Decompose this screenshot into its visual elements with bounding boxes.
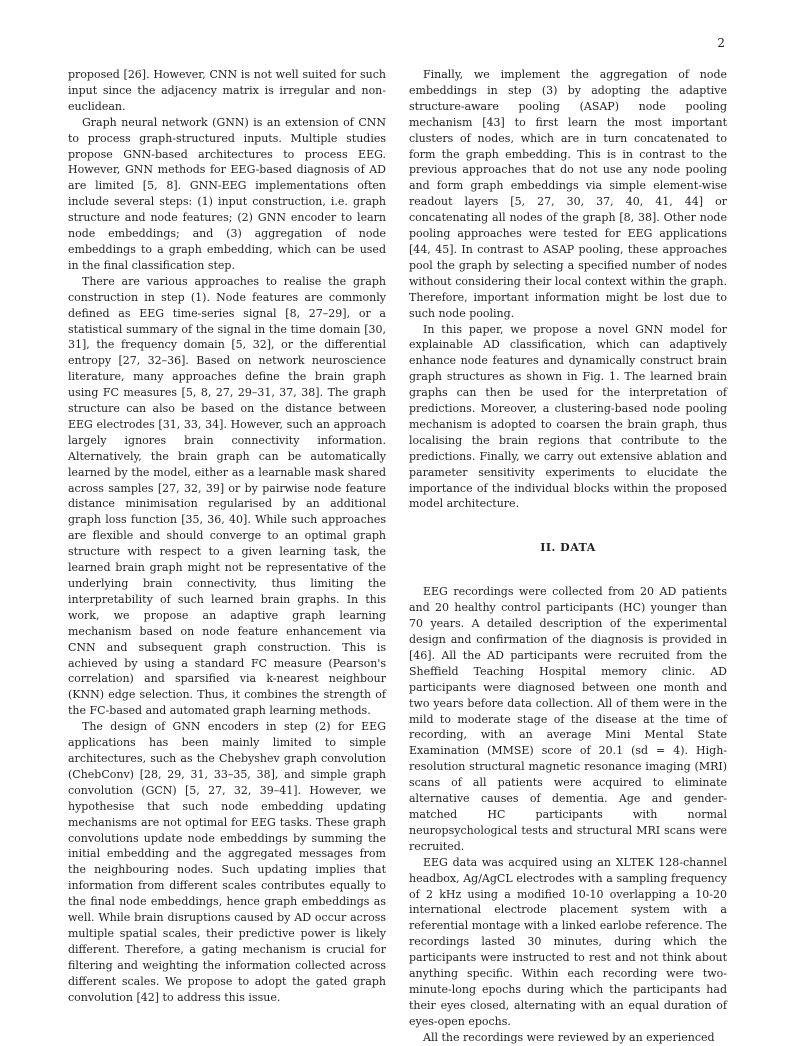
paragraph: EEG recordings were collected from 20 AD patients and 20 healthy control participants (HC) younger than 70 years. A detailed description of the experimental design and confirmation of the diagnosis is provided in [46]. All the AD participants were recruited from the Sheffield Teaching Hospital memory clinic. AD participants were diagnosed between one month and two years before data collection. All of them were in the mild to moderate stage of the disease at the time of recording, with an average Mini Mental State Examination (MMSE) score of 20.1 (sd = 4). High-resolution structural magnetic resonance imaging (MRI) scans of all patients were acquired to eliminate alternative causes of dementia. Age and gender-matched HC participants with normal neuropsychological tests and structural MRI scans were recruited. xyxy=(409,585,727,853)
paragraph: In this paper, we propose a novel GNN model for explainable AD classification, which can adaptively enhance node features and dynamically construct brain graph structures as shown in Fig. 1. The learned brain graphs can then be used for the interpretation of predictions. Moreover, a clustering-based node pooling mechanism is adopted to coarsen the brain graph, thus localising the brain regions that contribute to the predictions. Finally, we carry out extensive ablation and parameter sensitivity experiments to elucidate the importance of the individual blocks within the proposed model architecture. xyxy=(409,322,727,511)
paragraph: The design of GNN encoders in step (2) for EEG applications has been mainly limited to simple architectures, such as the Chebyshev graph convolution (ChebConv) [28, 29, 31, 33–35, 38], and simple graph convolution (GCN) [5, 27, 32, 39–41]. However, we hypothesise that such node embedding updating mechanisms are not optimal for EEG tasks. These graph convolutions update node embeddings by summing the initial embedding and the aggregated messages from the neighbouring nodes. Such updating implies that information from different scales contributes equally to the final node embeddings, hence graph embeddings as well. While brain disruptions caused by AD occur across multiple spatial scales, their predictive power is likely different. Therefore, a gating mechanism is crucial for filtering and weighting the information collected across different scales. We propose to adopt the gated graph convolution [42] to address this issue. xyxy=(68,720,386,1004)
section-heading: II. DATA xyxy=(540,541,596,555)
paragraph: Finally, we implement the aggregation of node embeddings in step (3) by adopting the adaptive structure-aware pooling (ASAP) node pooling mechanism [43] to first learn the most important clusters of nodes, which are in turn concatenated to form the graph embedding. This is in contrast to the previous approaches that do not use any node pooling and form graph embeddings via simple element-wise readout layers [5, 27, 30, 37, 40, 41, 44] or concatenating all nodes of the graph [8, 38]. Other node pooling approaches were tested for EEG applications [44, 45]. In contrast to ASAP pooling, these approaches pool the graph by selecting a specified number of nodes without considering their local context within the graph. Therefore, important information might be lost due to such node pooling. xyxy=(409,68,727,320)
right-column xyxy=(409,67,727,1046)
paragraph: All the recordings were reviewed by an experienced xyxy=(423,1030,715,1044)
left-column xyxy=(68,67,386,1005)
paragraph: EEG data was acquired using an XLTEK 128-channel headbox, Ag/AgCL electrodes with a sampling frequency of 2 kHz using a modified 10-10 overlapping a 10-20 international electrode placement system with a referential montage with a linked earlobe reference. The recordings lasted 30 minutes, during which the participants were instructed to rest and not think about anything specific. Within each recording were two-minute-long epochs during which the participants had their eyes closed, alternating with an equal duration of eyes-open epochs. xyxy=(409,855,728,1028)
paragraph: proposed [26]. However, CNN is not well suited for such input since the adjacency matrix is irregular and non-euclidean. xyxy=(68,68,386,113)
paragraph: There are various approaches to realise the graph construction in step (1). Node features are commonly defined as EEG time-series signal [8, 27–29], or a statistical summary of the signal in the time domain [30, 31], the frequency domain [5, 32], or the differential entropy [27, 32–36]. Based on network neuroscience literature, many approaches define the brain graph using FC measures [5, 8, 27, 29–31, 37, 38]. The graph structure can also be based on the distance between EEG electrodes [31, 33, 34]. However, such an approach largely ignores brain connectivity information. Alternatively, the brain graph can be automatically learned by the model, either as a learnable mask shared across samples [27, 32, 39] or by pairwise node feature distance minimisation regularised by an additional graph loss function [35, 36, 40]. While such approaches are flexible and should converge to an optimal graph structure with respect to a given learning task, the learned brain graph might not be representative of the underlying brain connectivity, thus limiting the interpretability of such learned brain graphs. In this work, we propose an adaptive graph learning mechanism based on node feature enhancement via CNN and subsequent graph construction. This is achieved by using a standard FC measure (Pearson's correlation) and sparsified via k-nearest neighbour (KNN) edge selection. Thus, it combines the strength of the FC-based and automated graph learning methods. xyxy=(68,274,386,718)
page-number: 2 xyxy=(717,36,725,50)
paragraph: Graph neural network (GNN) is an extension of CNN to process graph-structured inputs. Multiple studies propose GNN-based architectures to process EEG. However, GNN methods for EEG-based diagnosis of AD are limited [5, 8]. GNN-EEG implementations often include several steps: (1) input construction, i.e. graph structure and node features; (2) GNN encoder to learn node embeddings; and (3) aggregation of node embeddings to a graph embedding, which can be used in the final classification step. xyxy=(68,115,386,272)
